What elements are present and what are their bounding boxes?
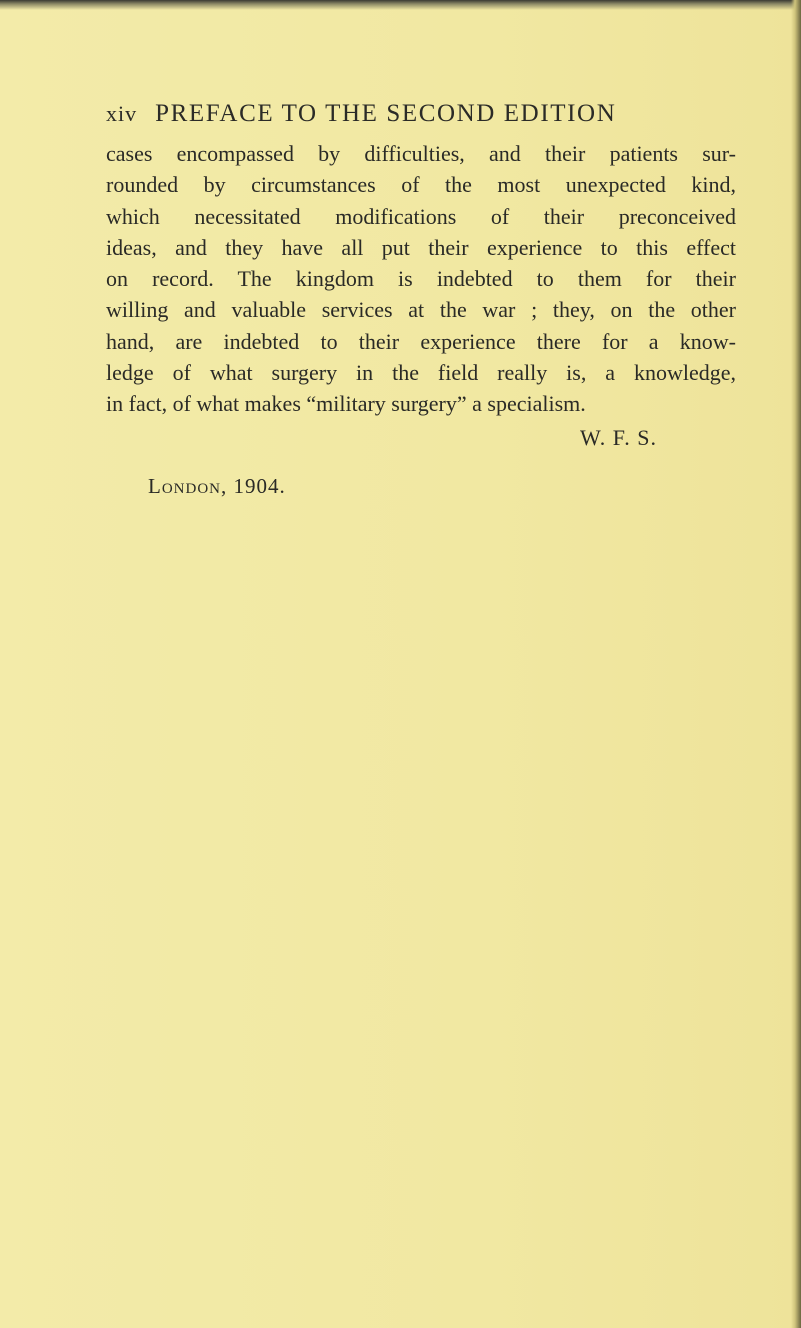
page-number: xiv [106,101,138,126]
text-line: rounded by circumstances of the most unexpected kind, [106,172,736,198]
text-line: ideas, and they have all put their experience to this effect [106,234,736,260]
text-line: willing and valuable services at the war ; they, on the other [106,297,736,323]
text-line: hand, are indebted to their experience there for a know- [106,328,736,354]
author-initials: W. F. S. [580,425,657,450]
running-head [106,100,726,136]
page-top-shadow [0,0,801,10]
text-line: on record. The kingdom is indebted to them for their [106,266,736,292]
text-line: cases encompassed by difficulties, and their patients sur- [106,141,736,166]
text-line: ledge of what surgery in the field really is, a knowledge, [106,360,736,386]
body-paragraph [106,138,736,420]
place-date-line: London, 1904. [148,474,286,498]
page-right-edge [791,0,801,1328]
text-line: in fact, of what makes “military surgery” a specialism. [106,391,586,417]
running-head-title: PREFACE TO THE SECOND EDITION [155,100,617,127]
text-line: which necessitated modifications of their preconceived [106,203,736,229]
